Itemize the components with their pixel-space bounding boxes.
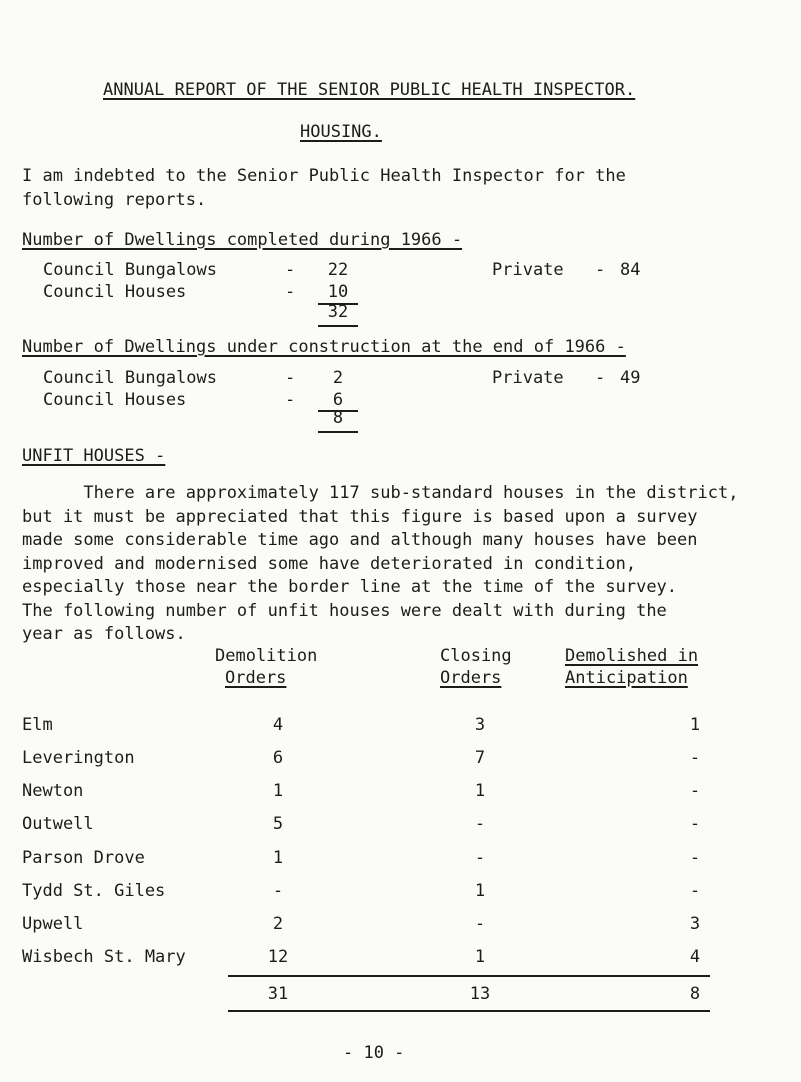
header-demolition-line1: Demolition: [215, 646, 318, 666]
completed-row-dash: -: [285, 282, 296, 302]
row-closing: 1: [474, 947, 486, 967]
row-demolition: 4: [272, 715, 284, 735]
unfit-line: but it must be appreciated that this figure is based upon a survey: [22, 506, 698, 527]
header-closing-line2: Orders: [440, 668, 502, 688]
intro-paragraph: [22, 165, 792, 212]
row-name: Wisbech St. Mary: [22, 947, 186, 967]
row-demolition: 2: [272, 914, 284, 934]
row-name: Newton: [22, 781, 84, 801]
row-anticipation: -: [689, 748, 701, 768]
report-title: ANNUAL REPORT OF THE SENIOR PUBLIC HEALTH INSPECTOR.: [103, 80, 636, 100]
unfit-line: made some considerable time ago and although many houses have been: [22, 530, 698, 550]
row-anticipation: -: [689, 814, 701, 834]
row-closing: 1: [474, 781, 486, 801]
completed-total: 32: [327, 302, 349, 322]
totals-bottom-rule: [228, 1010, 710, 1012]
row-name: Outwell: [22, 814, 94, 834]
unfit-line: The following number of unfit houses were dealt with during the: [22, 600, 667, 621]
construction-private-dash: -: [595, 368, 606, 388]
row-anticipation: 1: [689, 715, 701, 735]
row-name: Tydd St. Giles: [22, 881, 166, 901]
row-demolition: 5: [272, 814, 284, 834]
header-demolition-line2: Orders: [225, 668, 287, 688]
intro-line: following reports.: [22, 189, 207, 210]
row-anticipation: 4: [689, 947, 701, 967]
row-name: Leverington: [22, 748, 135, 768]
unfit-line: There are approximately 117 sub-standard houses in the district,: [22, 483, 739, 503]
row-demolition: 12: [267, 947, 289, 967]
header-closing-line1: Closing: [440, 646, 512, 666]
construction-heading: Number of Dwellings under construction at the end of 1966 -: [22, 337, 626, 357]
row-name: Upwell: [22, 914, 84, 934]
header-anticipation-line1: Demolished in: [565, 646, 699, 666]
row-closing: -: [474, 848, 486, 868]
unfit-line: year as follows.: [22, 624, 186, 644]
completed-private-dash: -: [595, 260, 606, 280]
unfit-paragraph: [22, 482, 792, 647]
completed-row-label: Council Bungalows: [43, 260, 217, 280]
completed-private-label: Private: [492, 260, 564, 280]
construction-total: 8: [332, 408, 344, 428]
row-name: Elm: [22, 715, 53, 735]
total-anticipation: 8: [689, 984, 701, 1004]
row-demolition: 1: [272, 781, 284, 801]
row-name: Parson Drove: [22, 848, 145, 868]
row-closing: 3: [474, 715, 486, 735]
construction-row-value: 2: [332, 368, 344, 388]
completed-private-value: 84: [620, 260, 641, 280]
unfit-heading: UNFIT HOUSES -: [22, 446, 166, 466]
unfit-line: improved and modernised some have deteriorated in condition,: [22, 553, 637, 574]
row-anticipation: -: [689, 881, 701, 901]
construction-row-label: Council Bungalows: [43, 368, 217, 388]
row-anticipation: 3: [689, 914, 701, 934]
section-title: HOUSING.: [300, 122, 382, 142]
total-demolition: 31: [267, 984, 289, 1004]
row-closing: -: [474, 914, 486, 934]
completed-row-label: Council Houses: [43, 282, 187, 302]
construction-row-dash: -: [285, 390, 296, 410]
row-demolition: 1: [272, 848, 284, 868]
completed-heading: Number of Dwellings completed during 1966 -: [22, 230, 463, 250]
completed-row-value: 22: [327, 260, 349, 280]
intro-line: I am indebted to the Senior Public Health Inspector for the: [22, 166, 626, 186]
row-closing: 1: [474, 881, 486, 901]
row-demolition: 6: [272, 748, 284, 768]
construction-row-label: Council Houses: [43, 390, 187, 410]
row-anticipation: -: [689, 781, 701, 801]
page-number: - 10 -: [343, 1043, 405, 1063]
row-anticipation: -: [689, 848, 701, 868]
completed-row-value: 10: [327, 282, 349, 302]
row-demolition: -: [272, 881, 284, 901]
total-closing: 13: [469, 984, 491, 1004]
construction-private-value: 49: [620, 368, 641, 388]
header-anticipation-line2: Anticipation: [565, 668, 688, 688]
unfit-line: especially those near the border line at the time of the survey.: [22, 577, 678, 597]
row-closing: 7: [474, 748, 486, 768]
total-rule: [318, 325, 358, 327]
completed-row-dash: -: [285, 260, 296, 280]
construction-row-value: 6: [332, 390, 344, 410]
totals-top-rule: [228, 975, 710, 977]
total-rule: [318, 431, 358, 433]
construction-private-label: Private: [492, 368, 564, 388]
row-closing: -: [474, 814, 486, 834]
construction-row-dash: -: [285, 368, 296, 388]
